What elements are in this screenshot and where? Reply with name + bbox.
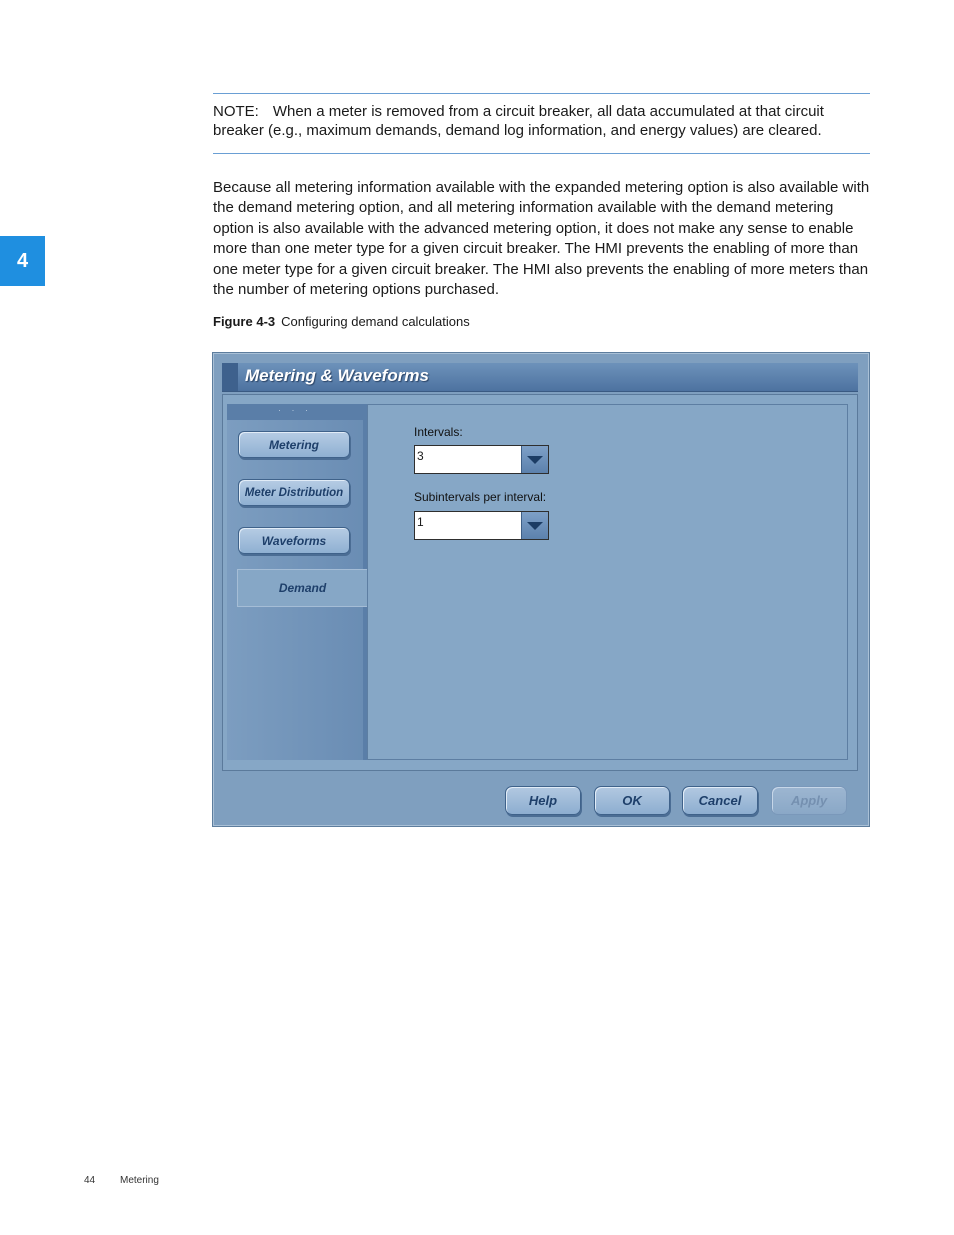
intervals-dropdown[interactable] <box>414 445 549 474</box>
note-text: When a meter is removed from a circuit breaker, all data accumulated at that circuit breaker (e.g., maximum demands, demand log information, and energy values) are cleared. <box>213 103 824 139</box>
titlebar-grip <box>222 363 238 391</box>
dialog-title: Metering & Waveforms <box>245 366 429 385</box>
nav-metering-button[interactable]: Metering <box>238 431 350 458</box>
chevron-down-icon[interactable] <box>521 446 548 473</box>
note-label: NOTE: <box>213 103 259 120</box>
intervals-value: 3 <box>417 449 424 463</box>
ok-button[interactable]: OK <box>594 786 670 815</box>
intervals-label: Intervals: <box>414 425 463 439</box>
dialog-titlebar <box>222 363 858 392</box>
dialog-panel <box>222 394 858 771</box>
subintervals-label: Subintervals per interval: <box>414 490 547 504</box>
figure-caption <box>213 314 470 329</box>
footer-section: Metering <box>120 1175 159 1186</box>
nav-meter-distribution-button[interactable]: Meter Distribution <box>238 479 350 506</box>
sidebar <box>227 404 367 760</box>
nav-demand-tab[interactable]: Demand <box>237 569 367 607</box>
subintervals-dropdown[interactable] <box>414 511 549 540</box>
demand-content-panel <box>367 404 848 760</box>
note-box <box>213 93 870 154</box>
nav-waveforms-button[interactable]: Waveforms <box>238 527 350 554</box>
help-button[interactable]: Help <box>505 786 581 815</box>
cancel-button[interactable]: Cancel <box>682 786 758 815</box>
page-number: 44 <box>84 1175 96 1186</box>
chapter-tab: 4 <box>0 236 45 286</box>
figure-caption-text: Configuring demand calculations <box>281 314 470 329</box>
sidebar-top-strip: · · · <box>227 404 363 420</box>
figure-label: Figure 4-3 <box>213 314 276 329</box>
chevron-down-icon[interactable] <box>521 512 548 539</box>
subintervals-value: 1 <box>417 515 424 529</box>
apply-button[interactable]: Apply <box>771 786 847 815</box>
metering-waveforms-dialog <box>213 353 869 826</box>
body-paragraph: Because all metering information available with the expanded metering option is also available with the demand metering option, and all metering information available with the demand metering option is also available with the advanced metering option, it does not make any sense to enable more than one meter type for a given circuit breaker. The HMI prevents the enabling of more than one meter type for a given circuit breaker. The HMI also prevents the enabling of more meters than the number of metering options purchased. <box>213 179 870 299</box>
